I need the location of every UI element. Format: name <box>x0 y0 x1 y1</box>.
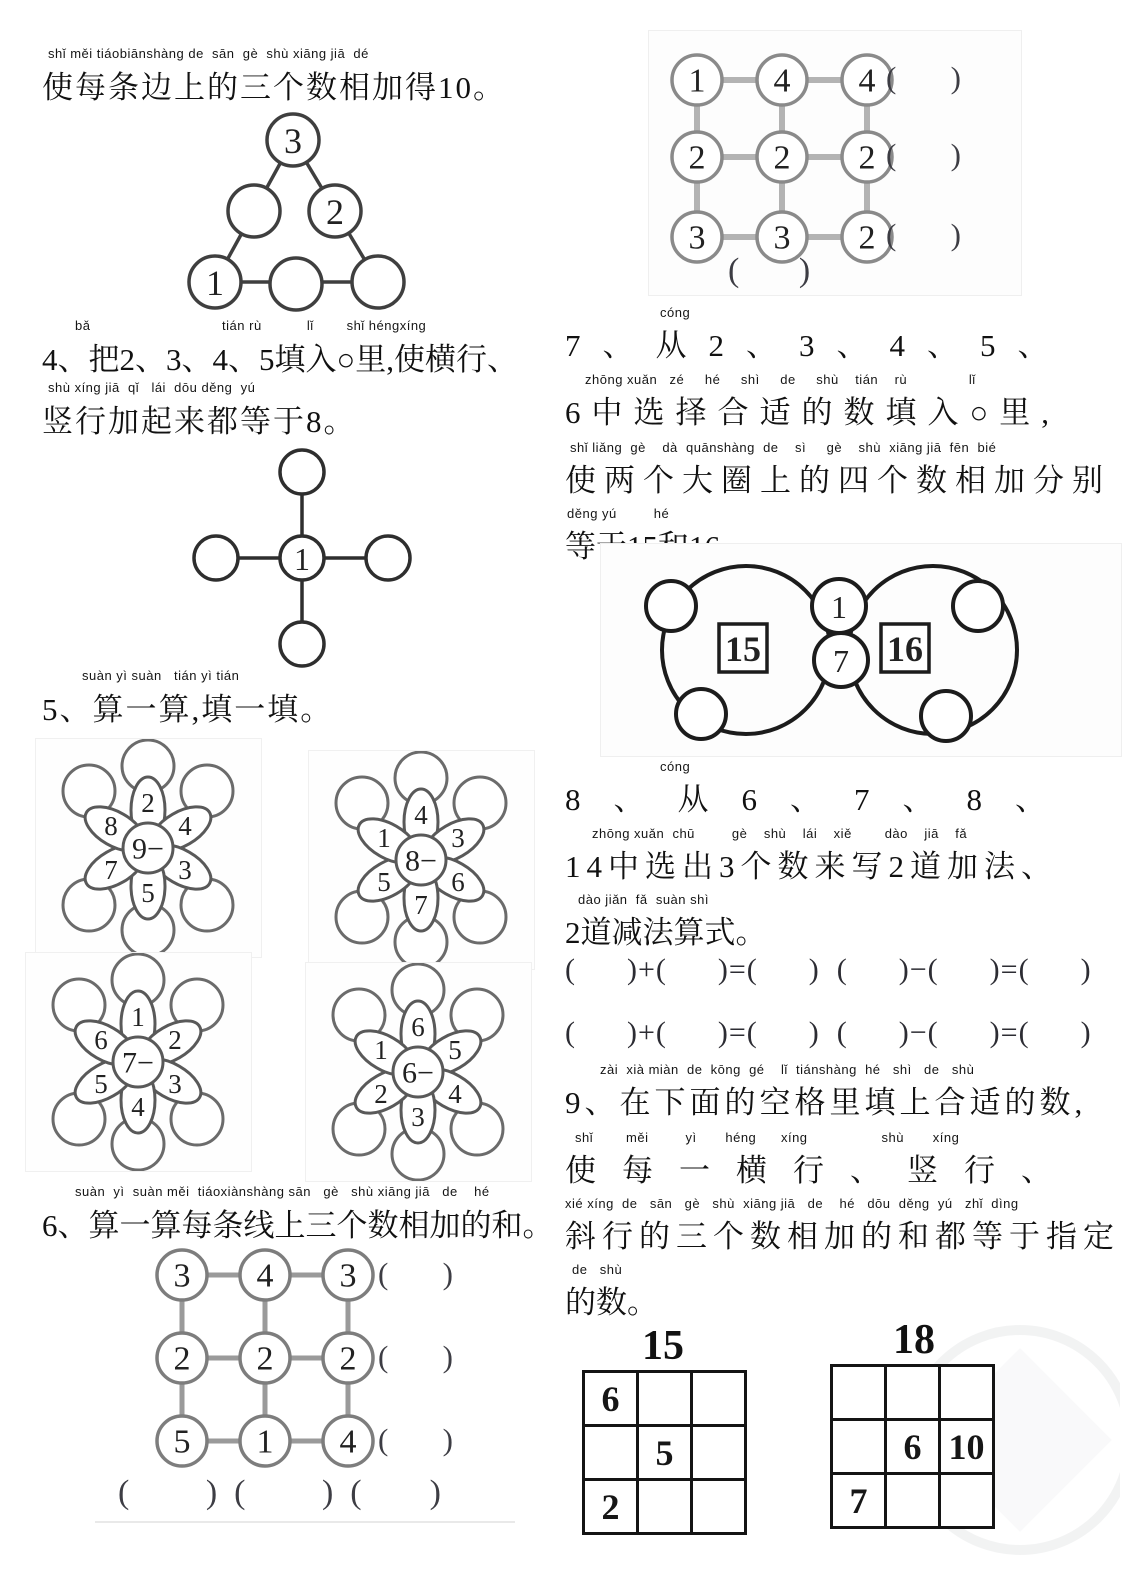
flower-puzzle-1 <box>35 738 262 958</box>
triangle-value: 3 <box>284 121 302 161</box>
grid6-value: 2 <box>173 1340 191 1378</box>
magic-cell: 6 <box>886 1420 940 1474</box>
q9-pinyin-1: zài xià miàn de kōng gé lǐ tiánshàng hé shì de shù <box>600 1062 975 1077</box>
grid7-value: 2 <box>688 139 706 177</box>
table-row <box>832 1474 994 1528</box>
magic-cell[interactable] <box>692 1480 746 1534</box>
double-circle-diagram <box>600 543 1122 757</box>
petal-value: 5 <box>377 867 391 897</box>
q9-text-1: 9、在下面的空格里填上合适的数, <box>565 1085 1087 1120</box>
q6-text: 6、算一算每条线上三个数相加的和。 <box>42 1208 554 1243</box>
cross-node-right[interactable] <box>366 536 410 580</box>
grid6-value: 2 <box>256 1340 274 1378</box>
cross-puzzle-diagram <box>192 448 412 668</box>
grid7-diagram <box>655 38 905 283</box>
small-circle-answer[interactable] <box>953 581 1003 631</box>
magic-cell[interactable] <box>940 1366 994 1420</box>
magic-cell[interactable] <box>832 1366 886 1420</box>
q5-pinyin: suàn yì suàn tián yì tián <box>82 668 240 683</box>
grid6-value: 4 <box>339 1423 357 1461</box>
table-row <box>584 1372 746 1426</box>
q8-text-1: 8、从6、7、8、 <box>565 782 1079 817</box>
petal-value: 3 <box>178 855 192 885</box>
petal-value: 5 <box>94 1069 108 1099</box>
section-divider <box>95 1521 515 1523</box>
petal-value: 3 <box>411 1102 425 1132</box>
q4-text-2: 竖行加起来都等于8。 <box>42 404 357 439</box>
q7-text-3: 使两个大圈上的四个数相加分别 <box>565 463 1111 498</box>
grid7-row-blank[interactable]: ( ) <box>886 60 961 95</box>
q8-pinyin-3: dào jiǎn fǎ suàn shì <box>578 892 709 907</box>
q4-pinyin-2: shù xíng jiā qǐ lái dōu děng yú <box>48 380 256 395</box>
triangle-node-mid-left[interactable] <box>228 185 280 237</box>
magic-square-2 <box>830 1364 995 1529</box>
magic-cell[interactable] <box>886 1474 940 1528</box>
magic-cell: 2 <box>584 1480 638 1534</box>
cross-node-top[interactable] <box>280 450 324 494</box>
table-row <box>584 1480 746 1534</box>
petal-value: 1 <box>377 823 391 853</box>
q8-text-3: 2道减法算式。 <box>565 915 767 950</box>
grid6-row-blank[interactable]: ( ) <box>378 1339 453 1374</box>
magic-cell[interactable] <box>692 1372 746 1426</box>
grid6-diagram <box>140 1233 390 1483</box>
shared-bottom-value: 7 <box>833 643 849 679</box>
flower-center-value: 9− <box>132 832 164 866</box>
triangle-value: 2 <box>326 192 344 232</box>
magic-cell[interactable] <box>638 1480 692 1534</box>
sum-right-value: 16 <box>887 629 923 669</box>
petal-value: 3 <box>168 1069 182 1099</box>
grid7-value: 2 <box>858 219 876 257</box>
triangle-puzzle-diagram <box>178 108 418 320</box>
magic-square-2-sum: 18 <box>893 1317 935 1363</box>
q7-pinyin-3: shǐ liǎng gè dà quānshàng de sì gè shù xiāng jiā fēn bié <box>570 440 997 455</box>
equation-row-2[interactable]: ( )+( )=( ) ( )−( )=( ) <box>565 1016 1092 1049</box>
q9-pinyin-4: de shù <box>572 1262 623 1277</box>
magic-cell[interactable] <box>832 1420 886 1474</box>
q5-text: 5、算一算,填一填。 <box>42 692 334 727</box>
petal-value: 4 <box>131 1092 145 1122</box>
magic-cell[interactable] <box>940 1474 994 1528</box>
petal-value: 4 <box>448 1079 462 1109</box>
table-row <box>584 1426 746 1480</box>
magic-square-1 <box>582 1370 747 1535</box>
cross-node-left[interactable] <box>194 536 238 580</box>
magic-cell[interactable] <box>692 1426 746 1480</box>
q7-pinyin-4: děng yú hé <box>567 506 670 521</box>
grid6-value: 3 <box>173 1257 191 1295</box>
grid6-value: 2 <box>339 1340 357 1378</box>
grid7-value: 2 <box>858 139 876 177</box>
grid7-row-blank[interactable]: ( ) <box>886 137 961 172</box>
petal-value: 2 <box>374 1079 388 1109</box>
q8-pinyin-2: zhōng xuǎn chū gè shù lái xiě dào jiā fǎ <box>592 826 968 841</box>
flower-puzzle-3 <box>25 952 252 1172</box>
cross-node-bottom[interactable] <box>280 622 324 666</box>
flower-center-value: 8− <box>405 844 437 878</box>
small-circle-answer[interactable] <box>921 691 971 741</box>
magic-cell: 10 <box>940 1420 994 1474</box>
triangle-node-bottom-right[interactable] <box>352 256 404 308</box>
petal-value: 7 <box>414 890 428 920</box>
grid6-value: 3 <box>339 1257 357 1295</box>
grid6-value: 5 <box>173 1423 191 1461</box>
sum-left-value: 15 <box>725 629 761 669</box>
grid7-value: 2 <box>773 139 791 177</box>
flower-puzzle-2 <box>308 750 535 970</box>
equation-row-1[interactable]: ( )+( )=( ) ( )−( )=( ) <box>565 953 1092 986</box>
petal-value: 5 <box>141 878 155 908</box>
shared-top-value: 1 <box>831 589 847 625</box>
q8-text-2: 14中选出3个数来写2道加法、 <box>565 849 1058 884</box>
petal-value: 2 <box>141 788 155 818</box>
small-circle-answer[interactable] <box>676 689 726 739</box>
magic-cell[interactable] <box>886 1366 940 1420</box>
grid6-bottom-blanks[interactable]: ( ) ( ) ( ) <box>118 1474 441 1511</box>
grid7-value: 3 <box>773 219 791 257</box>
q4-pinyin-1: bǎ tián rù lǐ shǐ héngxíng <box>75 318 427 333</box>
petal-value: 2 <box>168 1025 182 1055</box>
table-row <box>832 1420 994 1474</box>
intro-text: 使每条边上的三个数相加得10。 <box>42 70 506 105</box>
cross-value: 1 <box>294 541 310 577</box>
flower-center-value: 6− <box>402 1056 434 1090</box>
magic-cell: 5 <box>638 1426 692 1480</box>
petal-value: 3 <box>451 823 465 853</box>
q9-text-3: 斜行的三个数相加的和都等于指定 <box>565 1219 1120 1254</box>
small-circle-answer[interactable] <box>646 581 696 631</box>
magic-cell: 7 <box>832 1474 886 1528</box>
grid7-value: 3 <box>688 219 706 257</box>
petal-value: 4 <box>414 800 428 830</box>
q7-text-1: 7、从2、3、4、5、 <box>565 328 1071 363</box>
q9-text-2: 使每一横行、竖行、 <box>565 1153 1078 1188</box>
q8-pinyin-1: cóng <box>660 759 691 774</box>
q4-text-1: 4、把2、3、4、5填入○里,使横行、 <box>42 342 518 377</box>
grid6-row-blank[interactable]: ( ) <box>378 1256 453 1291</box>
petal-value: 6 <box>94 1025 108 1055</box>
q9-pinyin-3: xié xíng de sān gè shù xiāng jiā de hé dōu děng yú zhǐ dìng <box>565 1196 1019 1211</box>
q7-pinyin-2: zhōng xuǎn zé hé shì de shù tián rù lǐ <box>585 372 976 387</box>
flower-puzzle-4 <box>305 962 532 1182</box>
magic-cell[interactable] <box>638 1372 692 1426</box>
petal-value: 6 <box>411 1012 425 1042</box>
triangle-node-bottom-mid[interactable] <box>270 258 322 310</box>
petal-value: 4 <box>178 811 192 841</box>
grid7-value: 4 <box>773 62 791 100</box>
flower-center-value: 7− <box>122 1046 154 1080</box>
petal-value: 5 <box>448 1035 462 1065</box>
intro-pinyin: shǐ měi tiáobiānshàng de sān gè shù xiāng jiā dé <box>48 46 369 61</box>
grid6-row-blank[interactable]: ( ) <box>378 1422 453 1457</box>
q7-pinyin-1: cóng <box>660 305 691 320</box>
grid7-row-blank[interactable]: ( ) <box>886 217 961 252</box>
q9-pinyin-2: shǐ měi yì héng xíng shù xíng <box>575 1130 960 1145</box>
petal-value: 1 <box>131 1002 145 1032</box>
magic-cell[interactable] <box>584 1426 638 1480</box>
grid7-bottom-blank[interactable]: ( ) <box>728 252 811 289</box>
q9-text-4: 的数。 <box>565 1285 658 1320</box>
q7-text-4: 等于15和16. <box>565 529 728 564</box>
grid7-value: 4 <box>858 62 876 100</box>
petal-value: 8 <box>104 811 118 841</box>
petal-value: 6 <box>451 867 465 897</box>
table-row <box>832 1366 994 1420</box>
grid6-value: 4 <box>256 1257 274 1295</box>
grid7-value: 1 <box>688 62 706 100</box>
q6-pinyin: suàn yì suàn měi tiáoxiànshàng sān gè shù xiāng jiā de hé <box>75 1184 490 1199</box>
magic-cell: 6 <box>584 1372 638 1426</box>
q7-text-2: 6中选择合适的数填入○里, <box>565 395 1060 430</box>
grid6-value: 1 <box>256 1423 274 1461</box>
petal-value: 1 <box>374 1035 388 1065</box>
petal-value: 7 <box>104 855 118 885</box>
magic-square-1-sum: 15 <box>642 1323 684 1369</box>
triangle-value: 1 <box>206 263 224 303</box>
